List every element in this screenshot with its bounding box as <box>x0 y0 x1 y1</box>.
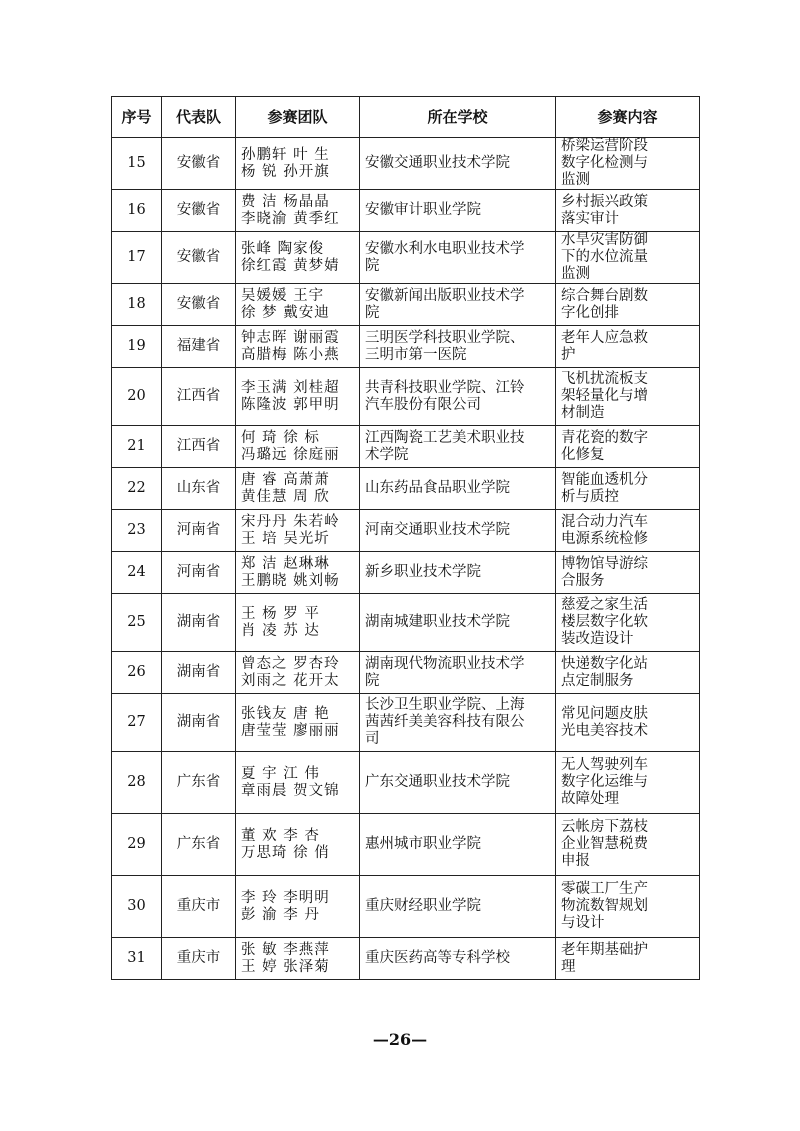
school-line: 茜茜纤美美容科技有限公 <box>365 714 525 730</box>
header-row <box>112 97 700 138</box>
content-line: 水旱灾害防御 <box>561 232 648 248</box>
cell-content <box>556 752 700 814</box>
team-line: 董 欢 李 杏 <box>241 827 320 844</box>
content-line: 物流数智规划 <box>561 898 648 914</box>
school-line: 共青科技职业学院、江铃 <box>365 379 525 396</box>
table-row <box>112 138 700 190</box>
team-line: 高腊梅 陈小燕 <box>241 346 340 363</box>
cell-school <box>360 752 556 814</box>
content-line: 飞机扰流板支 <box>561 371 648 387</box>
cell-content <box>556 552 700 594</box>
school-line: 院 <box>365 304 380 321</box>
team-line: 彭 渝 李 丹 <box>241 906 320 923</box>
cell-province: 广东省 <box>162 752 236 814</box>
cell-school <box>360 468 556 510</box>
content-line: 申报 <box>561 853 590 869</box>
content-line: 综合舞台剧数 <box>561 287 648 304</box>
content-line: 无人驾驶列车 <box>561 757 648 773</box>
school-line: 三明医学科技职业学院、 <box>365 329 525 346</box>
header-content: 参赛内容 <box>556 97 700 138</box>
team-line: 郑 洁 赵琳琳 <box>241 555 330 572</box>
table-row <box>112 752 700 814</box>
content-line: 慈爱之家生活 <box>561 597 648 613</box>
table-row <box>112 426 700 468</box>
school-line: 司 <box>365 731 380 747</box>
cell-index: 28 <box>112 752 162 814</box>
content-line: 光电美容技术 <box>561 722 648 739</box>
team-line: 徐 梦 戴安迪 <box>241 304 330 321</box>
cell-content <box>556 652 700 694</box>
cell-content <box>556 426 700 468</box>
school-line: 广东交通职业技术学院 <box>365 774 510 790</box>
cell-index: 31 <box>112 938 162 980</box>
school-line: 安徽新闻出版职业技术学 <box>365 287 525 304</box>
content-line: 点定制服务 <box>561 672 634 689</box>
table-row <box>112 938 700 980</box>
cell-index: 23 <box>112 510 162 552</box>
table-row <box>112 876 700 938</box>
header-index: 序号 <box>112 97 162 138</box>
page-number: —26— <box>372 1030 428 1049</box>
table-row <box>112 326 700 368</box>
team-line: 唐 睿 高萧萧 <box>241 471 330 488</box>
cell-school <box>360 190 556 232</box>
content-line: 数字化检测与 <box>561 155 648 171</box>
school-line: 三明市第一医院 <box>365 346 467 363</box>
school-line: 河南交通职业技术学院 <box>365 522 510 538</box>
cell-team <box>236 368 360 426</box>
content-line: 故障处理 <box>561 791 619 807</box>
team-line: 钟志晖 谢丽霞 <box>241 329 340 346</box>
cell-school <box>360 326 556 368</box>
content-line: 零碳工厂生产 <box>561 881 648 897</box>
cell-province: 湖南省 <box>162 652 236 694</box>
cell-school <box>360 232 556 284</box>
table-row <box>112 190 700 232</box>
content-line: 护 <box>561 346 576 363</box>
cell-content <box>556 594 700 652</box>
content-line: 架轻量化与增 <box>561 388 648 404</box>
table-row <box>112 284 700 326</box>
school-line: 汽车股份有限公司 <box>365 396 481 413</box>
school-line: 江西陶瓷工艺美术职业技 <box>365 429 525 446</box>
content-line: 楼层数字化软 <box>561 614 648 630</box>
cell-province: 安徽省 <box>162 138 236 190</box>
content-line: 材制造 <box>561 405 605 421</box>
cell-school <box>360 510 556 552</box>
cell-index: 20 <box>112 368 162 426</box>
team-line: 费 洁 杨晶晶 <box>241 193 330 210</box>
school-line: 安徽水利水电职业技术学 <box>365 240 525 257</box>
team-line: 张钱友 唐 艳 <box>241 705 330 722</box>
content-line: 老年人应急救 <box>561 329 648 346</box>
team-line: 宋丹丹 朱若岭 <box>241 513 340 530</box>
cell-content <box>556 368 700 426</box>
content-line: 智能血透机分 <box>561 471 648 488</box>
content-line: 落实审计 <box>561 210 619 227</box>
cell-content <box>556 326 700 368</box>
team-line: 唐莹莹 廖丽丽 <box>241 722 340 739</box>
content-line: 常见问题皮肤 <box>561 705 648 722</box>
content-line: 下的水位流量 <box>561 249 648 265</box>
content-line: 电源系统检修 <box>561 530 648 547</box>
cell-index: 26 <box>112 652 162 694</box>
cell-team <box>236 426 360 468</box>
team-line: 万思琦 徐 俏 <box>241 844 330 861</box>
cell-province: 安徽省 <box>162 284 236 326</box>
cell-index: 16 <box>112 190 162 232</box>
cell-team <box>236 876 360 938</box>
cell-content <box>556 468 700 510</box>
cell-school <box>360 938 556 980</box>
cell-index: 17 <box>112 232 162 284</box>
content-line: 青花瓷的数字 <box>561 429 648 446</box>
content-line: 化修复 <box>561 446 605 463</box>
cell-content <box>556 876 700 938</box>
content-line: 老年期基础护 <box>561 941 648 958</box>
team-line: 张峰 陶家俊 <box>241 240 325 257</box>
cell-school <box>360 552 556 594</box>
table-row <box>112 694 700 752</box>
table-row <box>112 468 700 510</box>
team-line: 章雨晨 贺文锦 <box>241 782 340 799</box>
cell-school <box>360 368 556 426</box>
cell-team <box>236 190 360 232</box>
content-line: 析与质控 <box>561 488 619 505</box>
cell-school <box>360 426 556 468</box>
cell-index: 29 <box>112 814 162 876</box>
school-line: 湖南城建职业技术学院 <box>365 614 510 630</box>
table-row <box>112 368 700 426</box>
content-line: 装改造设计 <box>561 631 634 647</box>
school-line: 院 <box>365 257 380 274</box>
content-line: 字化创排 <box>561 304 619 321</box>
cell-team <box>236 752 360 814</box>
team-line: 孙鹏轩 叶 生 <box>241 146 330 163</box>
team-line: 李 玲 李明明 <box>241 889 330 906</box>
cell-content <box>556 938 700 980</box>
cell-team <box>236 552 360 594</box>
school-line: 惠州城市职业学院 <box>365 836 481 852</box>
cell-province: 河南省 <box>162 510 236 552</box>
cell-school <box>360 814 556 876</box>
cell-school <box>360 594 556 652</box>
cell-index: 21 <box>112 426 162 468</box>
header-school: 所在学校 <box>360 97 556 138</box>
content-line: 监测 <box>561 172 590 188</box>
team-line: 王 婷 张泽菊 <box>241 958 330 975</box>
school-line: 院 <box>365 672 380 689</box>
content-line: 博物馆导游综 <box>561 555 648 572</box>
cell-school <box>360 876 556 938</box>
cell-team <box>236 814 360 876</box>
cell-index: 24 <box>112 552 162 594</box>
cell-province: 重庆市 <box>162 938 236 980</box>
cell-province: 江西省 <box>162 368 236 426</box>
content-line: 与设计 <box>561 915 605 931</box>
content-line: 理 <box>561 958 576 975</box>
cell-province: 重庆市 <box>162 876 236 938</box>
header-province: 代表队 <box>162 97 236 138</box>
cell-content <box>556 138 700 190</box>
team-line: 王 培 吴光圻 <box>241 530 330 547</box>
cell-school <box>360 284 556 326</box>
cell-content <box>556 510 700 552</box>
school-line: 安徽审计职业学院 <box>365 202 481 218</box>
content-line: 数字化运维与 <box>561 774 648 790</box>
cell-index: 22 <box>112 468 162 510</box>
cell-province: 山东省 <box>162 468 236 510</box>
table-row <box>112 232 700 284</box>
team-line: 刘雨之 花开太 <box>241 672 340 689</box>
cell-index: 19 <box>112 326 162 368</box>
school-line: 术学院 <box>365 446 409 463</box>
school-line: 长沙卫生职业学院、上海 <box>365 697 525 713</box>
school-line: 山东药品食品职业学院 <box>365 480 510 496</box>
cell-team <box>236 468 360 510</box>
cell-content <box>556 694 700 752</box>
team-line: 徐红霞 黄梦婧 <box>241 257 340 274</box>
cell-province: 福建省 <box>162 326 236 368</box>
cell-team <box>236 694 360 752</box>
cell-province: 广东省 <box>162 814 236 876</box>
table-row <box>112 594 700 652</box>
content-line: 企业智慧税费 <box>561 836 648 852</box>
school-line: 重庆医药高等专科学校 <box>365 950 510 966</box>
team-line: 张 敏 李燕萍 <box>241 941 330 958</box>
table-row <box>112 652 700 694</box>
cell-team <box>236 326 360 368</box>
table-row <box>112 552 700 594</box>
team-line: 杨 锐 孙开旗 <box>241 163 330 180</box>
cell-team <box>236 284 360 326</box>
content-line: 乡村振兴政策 <box>561 193 648 210</box>
school-line: 新乡职业技术学院 <box>365 564 481 580</box>
content-line: 混合动力汽车 <box>561 513 648 530</box>
team-line: 王鹏晓 姚刘畅 <box>241 572 340 589</box>
content-line: 合服务 <box>561 572 605 589</box>
team-line: 肖 凌 苏 达 <box>241 622 320 639</box>
cell-province: 湖南省 <box>162 594 236 652</box>
table-row <box>112 814 700 876</box>
cell-province: 安徽省 <box>162 232 236 284</box>
cell-index: 15 <box>112 138 162 190</box>
cell-team <box>236 652 360 694</box>
team-line: 陈隆波 郭甲明 <box>241 396 340 413</box>
cell-index: 18 <box>112 284 162 326</box>
content-line: 云帐房下荔枝 <box>561 819 648 835</box>
cell-province: 河南省 <box>162 552 236 594</box>
team-line: 李晓渝 黄季红 <box>241 210 340 227</box>
team-line: 王 杨 罗 平 <box>241 605 320 622</box>
cell-school <box>360 652 556 694</box>
cell-team <box>236 138 360 190</box>
team-line: 黄佳慧 周 欣 <box>241 488 330 505</box>
cell-team <box>236 510 360 552</box>
cell-school <box>360 138 556 190</box>
header-team: 参赛团队 <box>236 97 360 138</box>
content-line: 快递数字化站 <box>561 655 648 672</box>
school-line: 重庆财经职业学院 <box>365 898 481 914</box>
cell-index: 30 <box>112 876 162 938</box>
cell-index: 27 <box>112 694 162 752</box>
cell-content <box>556 232 700 284</box>
cell-province: 湖南省 <box>162 694 236 752</box>
table-row <box>112 510 700 552</box>
school-line: 安徽交通职业技术学院 <box>365 155 510 171</box>
cell-team <box>236 938 360 980</box>
cell-content <box>556 190 700 232</box>
team-line: 冯璐远 徐庭丽 <box>241 446 340 463</box>
cell-team <box>236 232 360 284</box>
cell-province: 江西省 <box>162 426 236 468</box>
cell-school <box>360 694 556 752</box>
school-line: 湖南现代物流职业技术学 <box>365 655 525 672</box>
cell-team <box>236 594 360 652</box>
content-line: 桥梁运营阶段 <box>561 138 648 154</box>
content-line: 监测 <box>561 266 590 282</box>
cell-province: 安徽省 <box>162 190 236 232</box>
contest-table <box>111 96 700 980</box>
team-line: 何 琦 徐 标 <box>241 429 320 446</box>
cell-index: 25 <box>112 594 162 652</box>
team-line: 夏 宇 江 伟 <box>241 765 320 782</box>
cell-content <box>556 284 700 326</box>
team-line: 李玉满 刘桂超 <box>241 379 340 396</box>
cell-content <box>556 814 700 876</box>
team-line: 吴媛媛 王宇 <box>241 287 325 304</box>
team-line: 曾态之 罗杏玲 <box>241 655 340 672</box>
